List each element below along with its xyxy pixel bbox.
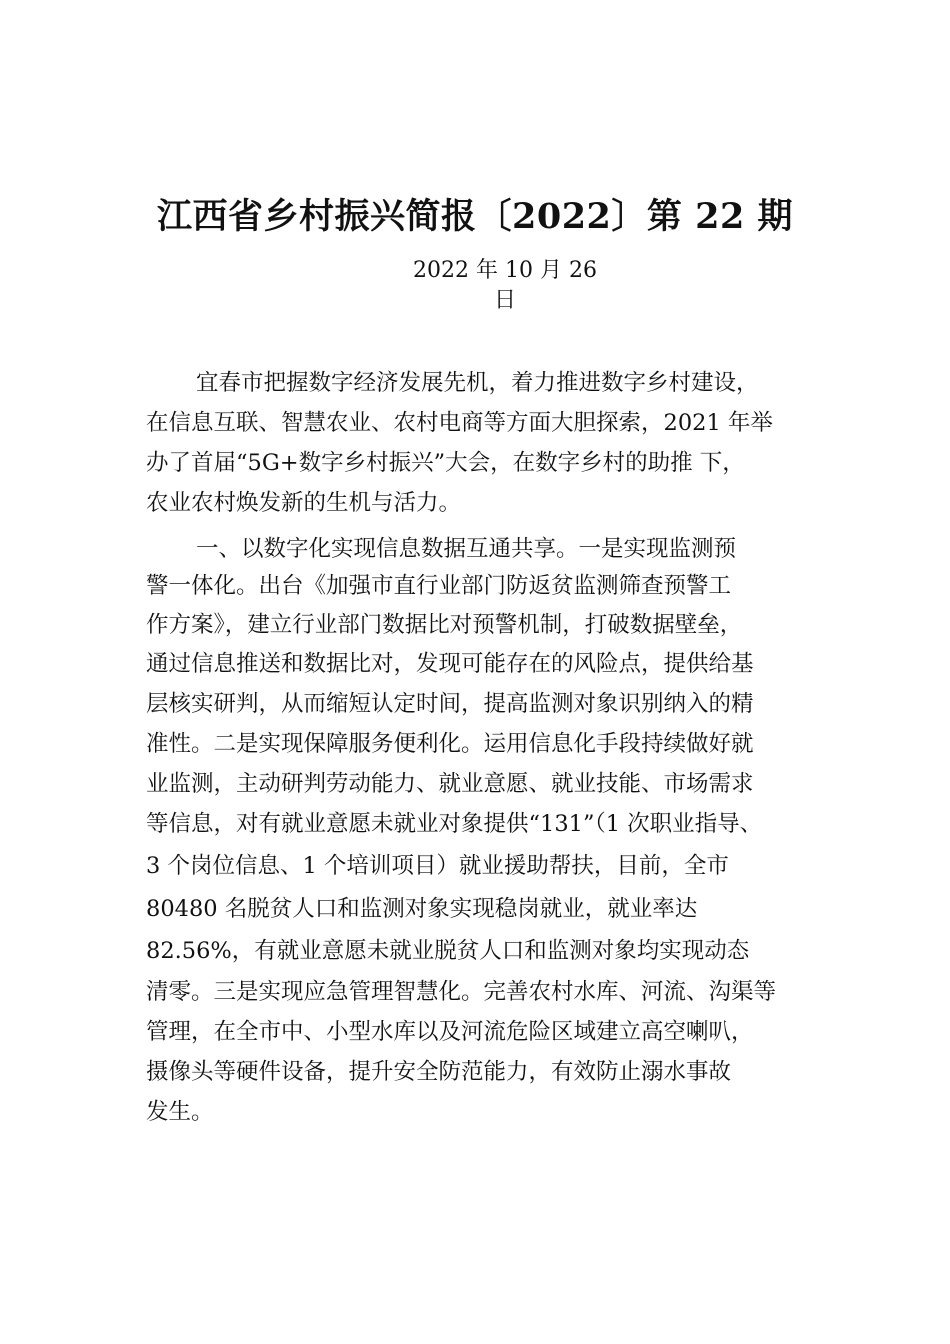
- paragraph-2-line-9: 3 个岗位信息、1 个培训项目）就业援助帮扶，目前，全市: [146, 853, 729, 879]
- paragraph-1-line-1: 宜春市把握数字经济发展先机，着力推进数字乡村建设，: [196, 370, 759, 396]
- paragraph-1-line-3: 办了首届“5G+数字乡村振兴”大会，在数字乡村的助推 下，: [146, 450, 745, 476]
- paragraph-2-line-11: 82.56%，有就业意愿未就业脱贫人口和监测对象均实现动态: [146, 938, 750, 964]
- paragraph-2-line-5: 层核实研判，从而缩短认定时间，提高监测对象识别纳入的精: [146, 691, 754, 717]
- paragraph-2-line-6: 准性。二是实现保障服务便利化。运用信息化手段持续做好就: [146, 731, 754, 757]
- paragraph-2-line-2: 警一体化。出台《加强市直行业部门防返贫监测筛查预警工: [146, 573, 732, 599]
- paragraph-2-line-4: 通过信息推送和数据比对，发现可能存在的风险点，提供给基: [146, 651, 754, 677]
- paragraph-2-line-10: 80480 名脱贫人口和监测对象实现稳岗就业，就业率达: [146, 896, 698, 922]
- document-date-line-2: 日: [493, 288, 516, 313]
- paragraph-2-line-14: 摄像头等硬件设备，提升安全防范能力，有效防止溺水事故: [146, 1059, 732, 1085]
- paragraph-2-line-12: 清零。三是实现应急管理智慧化。完善农村水库、河流、沟渠等: [146, 979, 777, 1005]
- document-date-line-1: 2022 年 10 月 26: [413, 258, 597, 283]
- paragraph-1-line-4: 农业农村焕发新的生机与活力。: [146, 490, 462, 516]
- paragraph-2-line-8: 等信息，对有就业意愿未就业对象提供“131”（1 次职业指导、: [146, 811, 763, 837]
- paragraph-1-line-2: 在信息互联、智慧农业、农村电商等方面大胆探索，2021 年举: [146, 410, 773, 436]
- paragraph-2-line-7: 业监测，主动研判劳动能力、就业意愿、就业技能、市场需求: [146, 771, 754, 797]
- paragraph-2-line-15: 发生。: [146, 1099, 214, 1125]
- paragraph-2-line-3: 作方案》，建立行业部门数据比对预警机制，打破数据壁垒，: [146, 612, 743, 638]
- paragraph-2-line-13: 管理，在全市中、小型水库以及河流危险区域建立高空喇叭，: [146, 1019, 754, 1045]
- document-title: 江西省乡村振兴简报〔2022〕第 22 期: [157, 196, 793, 237]
- paragraph-2-line-1: 一、以数字化实现信息数据互通共享。一是实现监测预: [196, 536, 737, 562]
